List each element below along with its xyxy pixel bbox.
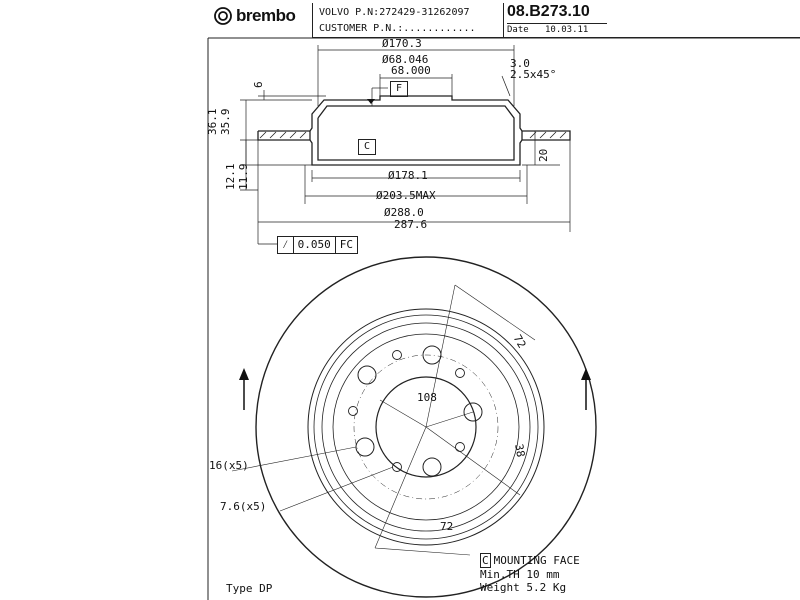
small-holes: [349, 351, 465, 472]
runout-value: 0.050: [294, 237, 336, 253]
dim-72-top: 72: [510, 332, 529, 351]
chamfer-angle: 2.5x45°: [510, 68, 557, 81]
section-arrow-left: [239, 368, 249, 380]
date-value: 10.03.11: [545, 25, 589, 35]
dim-6: 6: [252, 81, 265, 88]
volvo-part-number: VOLVO P.N:272429-31262097: [319, 7, 470, 18]
disc-section-profile: [258, 96, 570, 165]
chamfer-depth: 3.0: [510, 57, 530, 70]
mounting-face-note: [480, 553, 580, 568]
small-holes-label: 7.6(x5): [220, 500, 267, 513]
dim-hat-diameter: Ø170.3: [382, 37, 422, 50]
drawing-notes: [480, 553, 580, 594]
runout-reference: FC: [339, 238, 353, 251]
brand-name: brembo: [236, 6, 296, 25]
dim-288-max: Ø288.0: [384, 206, 424, 219]
runout-tolerance-frame: [277, 236, 358, 254]
thickness-max: 12.1: [224, 163, 237, 190]
dim-bore-min: 68.000: [391, 64, 431, 77]
section-hatching: [260, 132, 566, 138]
pcd-108: 108: [417, 391, 437, 404]
dim-288-min: 287.6: [394, 218, 428, 231]
mounting-face-label: MOUNTING FACE: [493, 554, 580, 567]
weight: Weight 5.2 Kg: [480, 581, 567, 594]
dim-178: Ø178.1: [388, 169, 428, 182]
runout-icon: ⁄: [278, 237, 294, 253]
height-max: 36.1: [206, 108, 219, 135]
part-number: 08.B273.10: [507, 3, 590, 20]
bolt-holes-label: 16(x5): [209, 459, 249, 472]
height-min: 35.9: [219, 108, 232, 135]
disc-type: Type DP: [226, 582, 273, 595]
datum-f: F: [390, 81, 408, 97]
datum-c: C: [358, 139, 376, 155]
section-arrow-right: [581, 368, 591, 380]
min-thickness: Min.TH 10 mm: [480, 568, 560, 581]
dim-bore-max: Ø68.046: [382, 53, 429, 66]
dim-72-bottom: 72: [440, 520, 454, 533]
dim-38: 38: [512, 442, 528, 459]
front-dimension-lines: [232, 285, 535, 555]
datum-f-arrow: [367, 99, 375, 104]
customer-part-number: CUSTOMER P.N.:............: [319, 23, 476, 34]
mounting-face-datum: C: [482, 554, 489, 567]
dim-203: Ø203.5MAX: [376, 189, 436, 202]
dim-20: 20: [537, 148, 550, 162]
date-label: Date: [507, 25, 529, 35]
thickness-min: 11.9: [237, 163, 250, 190]
